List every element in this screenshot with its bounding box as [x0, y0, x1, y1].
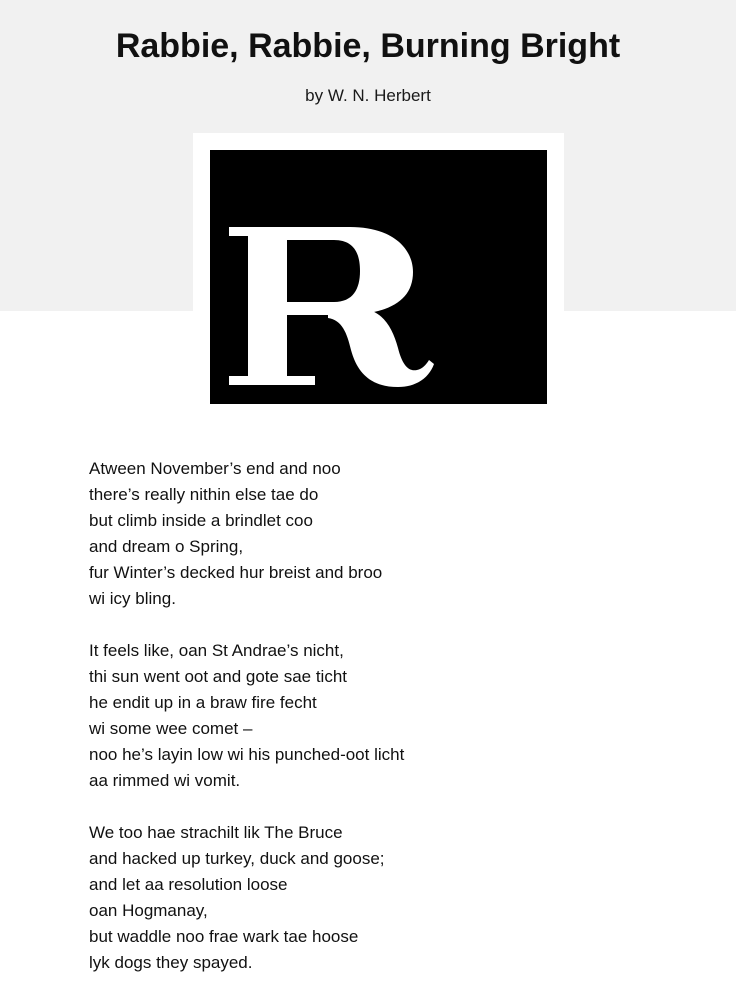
logo-r-icon-svg	[210, 150, 547, 404]
poem-line: lyk dogs they spayed.	[89, 953, 253, 972]
poem-line: Atween November’s end and noo	[89, 459, 341, 478]
poem-line: and hacked up turkey, duck and goose;	[89, 849, 385, 868]
poem-line: and dream o Spring,	[89, 537, 244, 556]
poem-line: but climb inside a brindlet coo	[89, 511, 313, 530]
poem	[89, 456, 689, 1002]
poem-line: thi sun went oot and gote sae ticht	[89, 667, 348, 686]
page-title: Rabbie, Rabbie, Burning Bright	[115, 27, 621, 65]
poem-line: It feels like, oan St Andrae’s nicht,	[89, 641, 344, 660]
byline: by W. N. Herbert	[305, 86, 431, 105]
stanza	[89, 456, 689, 612]
poem-line: but waddle noo frae wark tae hoose	[89, 927, 359, 946]
logo-r-icon	[210, 150, 547, 404]
stanza	[89, 638, 689, 794]
poem-line: wi icy bling.	[89, 589, 176, 608]
poem-line: and let aa resolution loose	[89, 875, 288, 894]
logo-frame	[193, 133, 564, 421]
poem-line: oan Hogmanay,	[89, 901, 208, 920]
poem-line: he endit up in a braw fire fecht	[89, 693, 317, 712]
poem-line: fur Winter’s decked hur breist and broo	[89, 563, 383, 582]
poem-line: wi some wee comet –	[89, 719, 253, 738]
stanza	[89, 820, 689, 976]
poem-line: aa rimmed wi vomit.	[89, 771, 241, 790]
poem-line: We too hae strachilt lik The Bruce	[89, 823, 343, 842]
poem-line: noo he’s layin low wi his punched-oot licht	[89, 745, 405, 764]
poem-line: there’s really nithin else tae do	[89, 485, 319, 504]
